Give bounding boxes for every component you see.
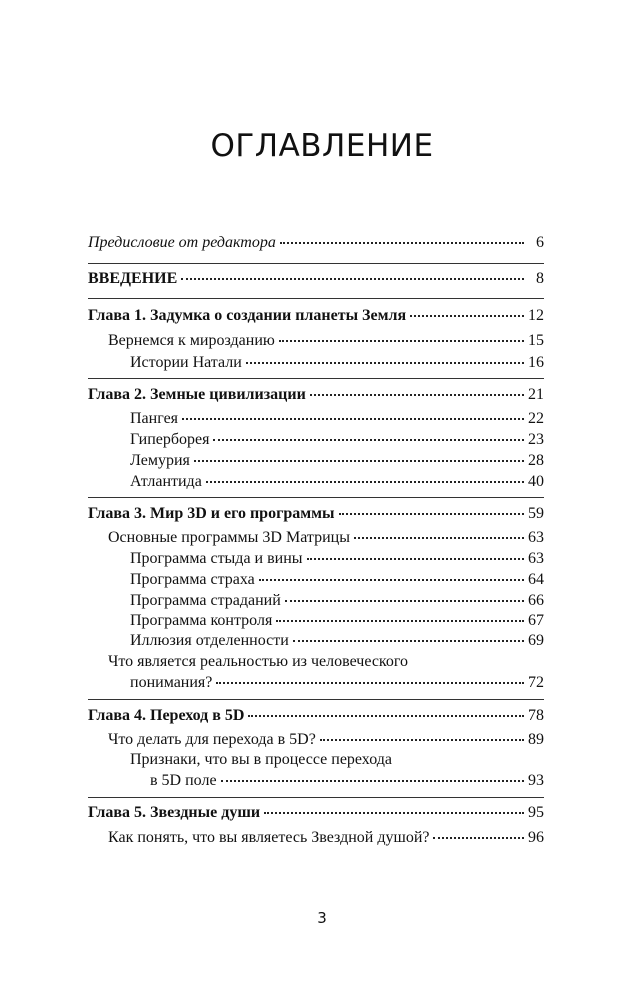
- divider: [88, 298, 544, 299]
- dot-leader: [285, 600, 524, 602]
- toc-entry-page: 22: [528, 410, 544, 427]
- dot-leader: [248, 715, 524, 717]
- dot-leader: [320, 739, 524, 741]
- toc-entry-label: Иллюзия отделенности: [130, 632, 289, 649]
- toc-entry-subsection[interactable]: [130, 610, 544, 632]
- toc-entry-section-wrapped[interactable]: [108, 651, 544, 673]
- toc-entry-label: ВВЕДЕНИЕ: [88, 270, 178, 287]
- toc-entry-section[interactable]: [108, 527, 544, 549]
- toc-entry-section-continuation[interactable]: [130, 672, 544, 694]
- divider: [88, 699, 544, 700]
- divider: [88, 378, 544, 379]
- toc-entry-label: Глава 4. Переход в 5D: [88, 707, 245, 724]
- toc-entry-page: 63: [528, 529, 544, 546]
- toc-entry-page: 8: [536, 270, 544, 287]
- toc-entry-page: 89: [528, 731, 544, 748]
- toc-entry-subsection[interactable]: [130, 590, 544, 612]
- dot-leader: [307, 558, 524, 560]
- divider: [88, 263, 544, 264]
- toc-entry-subsection[interactable]: [130, 352, 544, 374]
- toc-entry-page: 6: [536, 234, 544, 251]
- toc-entry-page: 21: [528, 386, 544, 403]
- toc-entry-label: Глава 1. Задумка о создании планеты Земля: [88, 307, 407, 324]
- dot-leader: [276, 620, 524, 622]
- toc-entry-label: Глава 5. Звездные души: [88, 804, 261, 821]
- toc-entry-label: Программа страха: [130, 571, 255, 588]
- toc-entry-page: 40: [528, 473, 544, 490]
- dot-leader: [280, 242, 524, 244]
- toc-entry-label: Предисловие от редактора: [88, 234, 276, 251]
- toc-entry-subsection[interactable]: [130, 429, 544, 451]
- toc-entry-label: Как понять, что вы являетесь Звездной душой?: [108, 829, 430, 846]
- toc-entry-label: Основные программы 3D Матрицы: [108, 529, 350, 546]
- toc-entry-page: 28: [528, 452, 544, 469]
- page-number: 3: [317, 909, 327, 927]
- toc-entry-page: 16: [528, 354, 544, 371]
- toc-entry-label: Вернемся к мирозданию: [108, 332, 275, 349]
- toc-entry-subsection[interactable]: [130, 569, 544, 591]
- dot-leader: [310, 394, 524, 396]
- toc-entry-page: 69: [528, 632, 544, 649]
- dot-leader: [194, 460, 524, 462]
- dot-leader: [206, 481, 524, 483]
- toc-entry-page: 64: [528, 571, 544, 588]
- toc-entry-label: Что является реальностью из человеческого: [108, 653, 409, 670]
- toc-entry-label: Истории Натали: [130, 354, 242, 371]
- toc-entry-page: 78: [528, 707, 544, 724]
- toc-entry-page: 95: [528, 804, 544, 821]
- toc-entry-label: Глава 3. Мир 3D и его программы: [88, 505, 335, 522]
- toc-entry-label: Что делать для перехода в 5D?: [108, 731, 316, 748]
- dot-leader: [339, 513, 524, 515]
- toc-entry-subsection-continuation[interactable]: [150, 770, 544, 792]
- divider: [88, 797, 544, 798]
- toc-entry-section[interactable]: [108, 729, 544, 751]
- toc-entry-label: в 5D поле: [150, 772, 217, 789]
- toc-entry-subsection[interactable]: [130, 408, 544, 430]
- toc-entry-label: Признаки, что вы в процессе перехода: [130, 751, 392, 768]
- toc-entry-chapter-1[interactable]: [88, 305, 544, 327]
- dot-leader: [433, 837, 524, 839]
- toc-entry-chapter-4[interactable]: [88, 705, 544, 727]
- toc-entry-label: Гиперборея: [130, 431, 210, 448]
- dot-leader: [221, 780, 524, 782]
- toc-entry-page: 63: [528, 550, 544, 567]
- toc-entry-subsection[interactable]: [130, 471, 544, 493]
- toc-entry-label: Лемурия: [130, 452, 190, 469]
- dot-leader: [246, 362, 524, 364]
- dot-leader: [410, 315, 524, 317]
- toc-entry-label: Программа стыда и вины: [130, 550, 303, 567]
- toc-entry-subsection[interactable]: [130, 630, 544, 652]
- toc-entry-label: Атлантида: [130, 473, 202, 490]
- divider: [88, 497, 544, 498]
- toc-entry-page: 93: [528, 772, 544, 789]
- toc-entry-subsection[interactable]: [130, 450, 544, 472]
- dot-leader: [264, 812, 524, 814]
- dot-leader: [182, 418, 524, 420]
- toc-entry-page: 72: [528, 674, 544, 691]
- dot-leader: [279, 340, 524, 342]
- toc-entry-page: 96: [528, 829, 544, 846]
- toc-entry-label: Программа страданий: [130, 592, 281, 609]
- toc-entry-page: 67: [528, 612, 544, 629]
- toc-entry-page: 12: [528, 307, 544, 324]
- toc-entry-section[interactable]: [108, 827, 544, 849]
- toc-entry-chapter-5[interactable]: [88, 802, 544, 824]
- dot-leader: [354, 537, 524, 539]
- toc-entry-label: Глава 2. Земные цивилизации: [88, 386, 306, 403]
- toc-entry-page: 59: [528, 505, 544, 522]
- toc-entry-label: Пангея: [130, 410, 179, 427]
- toc-entry-page: 66: [528, 592, 544, 609]
- toc-entry-introduction[interactable]: [88, 268, 544, 290]
- dot-leader: [293, 640, 524, 642]
- dot-leader: [181, 278, 524, 280]
- toc-entry-label: понимания?: [130, 674, 213, 691]
- dot-leader: [259, 579, 524, 581]
- toc-entry-chapter-2[interactable]: [88, 384, 544, 406]
- toc-entry-subsection[interactable]: [130, 548, 544, 570]
- toc-entry-page: 23: [528, 431, 544, 448]
- page-title: ОГЛАВЛЕНИЕ: [210, 128, 434, 164]
- toc-entry-preface[interactable]: [88, 232, 544, 254]
- toc-entry-subsection-wrapped[interactable]: [130, 749, 544, 771]
- toc-entry-section[interactable]: [108, 330, 544, 352]
- toc-entry-page: 15: [528, 332, 544, 349]
- dot-leader: [216, 682, 524, 684]
- toc-entry-label: Программа контроля: [130, 612, 273, 629]
- toc-entry-chapter-3[interactable]: [88, 503, 544, 525]
- dot-leader: [213, 439, 524, 441]
